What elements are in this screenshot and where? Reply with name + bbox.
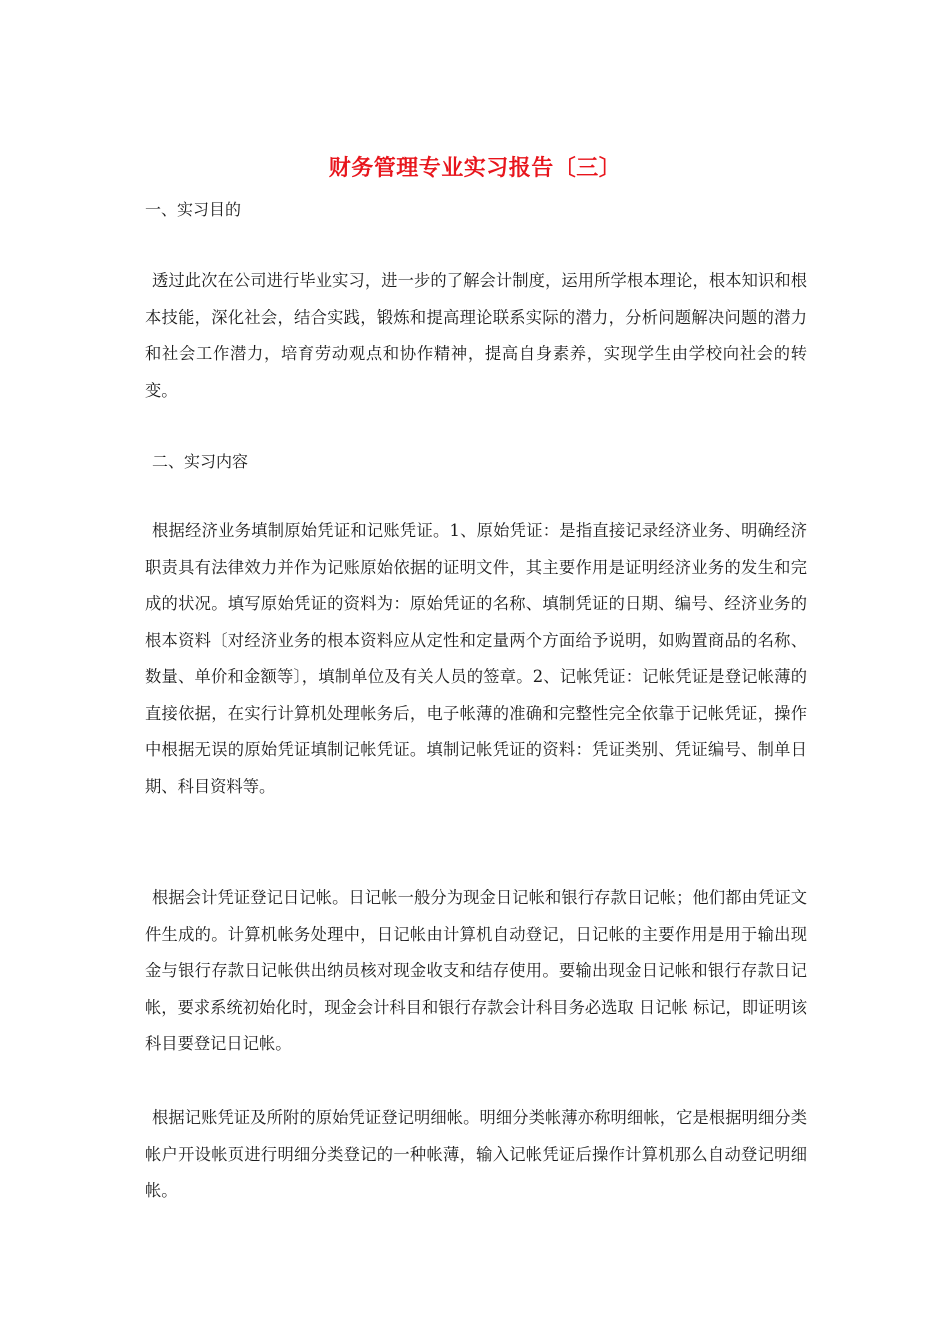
paragraph-vouchers: 根据经济业务填制原始凭证和记账凭证。1、原始凭证：是指直接记录经济业务、明确经济职责具有法律效力并作为记账原始依据的证明文件，其主要作用是证明经济业务的发生和完成的状况。填写原始凭证的资料为：原始凭证的名称、填制凭证的日期、编号、经济业务的根本资料〔对经济业务的根本资料应从定性和定量两个方面给予说明，如购置商品的名称、数量、单价和金额等〕，填制单位及有关人员的签章。2、记帐凭证：记帐凭证是登记帐薄的直接依据，在实行计算机处理帐务后，电子帐薄的准确和完整性完全依靠于记帐凭证，操作中根据无误的原始凭证填制记帐凭证。填制记帐凭证的资料：凭证类别、凭证编号、制单日期、科目资料等。 [145, 521, 807, 796]
document-title: 财务管理专业实习报告〔三〕 [328, 155, 622, 181]
paragraph-journal: 根据会计凭证登记日记帐。日记帐一般分为现金日记帐和银行存款日记帐；他们都由凭证文件生成的。计算机帐务处理中，日记帐由计算机自动登记，日记帐的主要作用是用于输出现金与银行存款日记帐供出纳员核对现金收支和结存使用。要输出现金日记帐和银行存款日记帐，要求系统初始化时，现金会计科目和银行存款会计科目务必选取 日记帐 标记，即证明该科目要登记日记帐。 [145, 888, 807, 1053]
paragraph-purpose: 透过此次在公司进行毕业实习，进一步的了解会计制度，运用所学根本理论，根本知识和根本技能，深化社会，结合实践，锻炼和提高理论联系实际的潜力，分析问题解决问题的潜力和社会工作潜力，培育劳动观点和协作精神，提高自身素养，实现学生由学校向社会的转变。 [145, 271, 807, 400]
section-heading-purpose: 一、实习目的 [145, 200, 242, 219]
paragraph-ledger: 根据记账凭证及所附的原始凭证登记明细帐。明细分类帐薄亦称明细帐，它是根据明细分类帐户开设帐页进行明细分类登记的一种帐薄，输入记帐凭证后操作计算机那么自动登记明细帐。 [145, 1108, 807, 1200]
section-heading-content: 二、实习内容 [152, 452, 249, 471]
